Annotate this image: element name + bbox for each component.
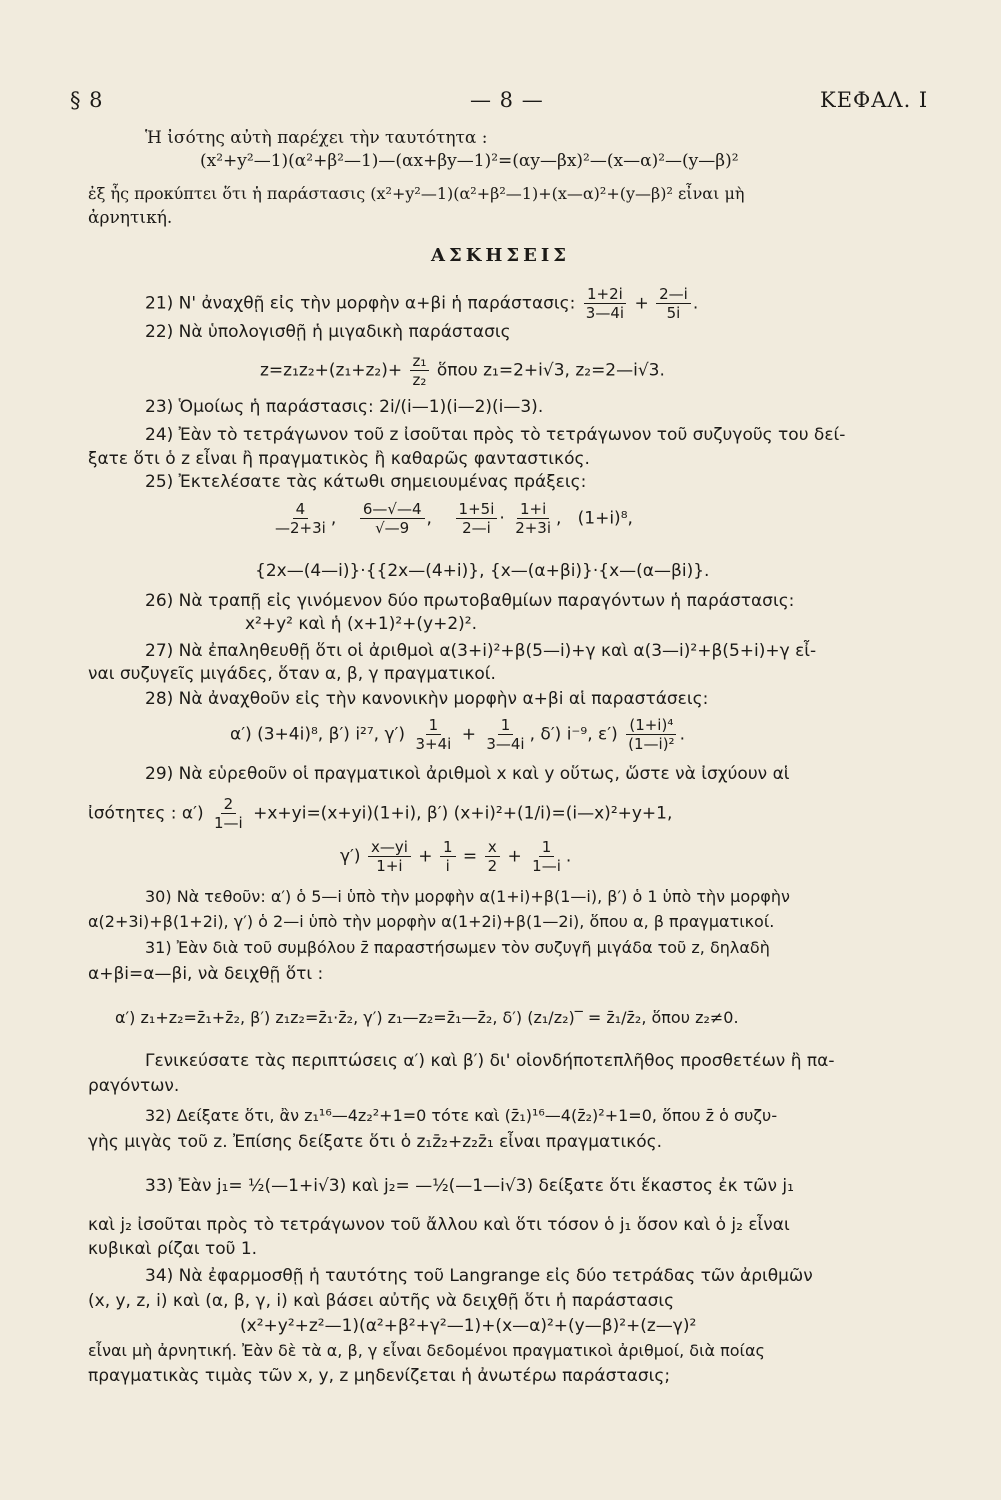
exercise-31-formulas: α′) z₁+z₂=z̄₁+z̄₂, β′) z₁z₂=z̄₁·z̄₂, γ′) z₁—z₂=z̄₁—z̄₂, δ′) (z₁/z₂)‾ = z̄₁/z̄₂, ὅπου z₂≠0.	[115, 1008, 739, 1027]
exercise-25-line2: {2x—(4—i)}·{{2x—(4+i)}, {x—(α+βi)}·{x—(α—βi)}.	[255, 561, 710, 581]
exercise-27-cont: ναι συζυγεῖς μιγάδες, ὅταν α, β, γ πραγματικοί.	[88, 664, 496, 684]
exercise-32-cont: γὴς μιγὰς τοῦ z. Ἐπίσης δείξατε ὅτι ὁ z₁z̄₂+z₂z̄₁ εἶναι πραγματικός.	[88, 1132, 662, 1152]
exercise-24-cont: ξατε ὅτι ὁ z εἶναι ἢ πραγματικὸς ἢ καθαρῶς φανταστικός.	[88, 449, 590, 469]
chapter-label: ΚΕΦΑΛ. I	[820, 88, 929, 112]
intro-line: Ἡ ἰσότης αὐτὴ παρέχει τὴν ταυτότητα :	[145, 128, 488, 148]
exercise-26-cont: x²+y² καὶ ἡ (x+1)²+(y+2)².	[245, 614, 478, 634]
exercise-22-formula: z=z₁z₂+(z₁+z₂)+ $\frac{\text{z₁}}{\text{z₂}}$ ὅπου z₁=2+i√3, z₂=2—i√3.	[260, 352, 665, 389]
exercise-29: 29) Νὰ εὑρεθοῦν οἱ πραγματικοὶ ἀριθμοὶ x καὶ y οὕτως, ὥστε νὰ ἰσχύουν αἱ	[145, 764, 790, 784]
exercise-31-note-cont: ραγόντων.	[88, 1076, 180, 1096]
section-label: § 8	[70, 88, 104, 112]
exercise-28: 28) Νὰ ἀναχθοῦν εἰς τὴν κανονικὴν μορφὴν α+βi αἱ παραστάσεις:	[145, 689, 709, 709]
exercise-31-note: Γενικεύσατε τὰς περιπτώσεις α′) καὶ β′) δι' οἱονδήποτεπλῆθος προσθετέων ἢ πα-	[145, 1051, 835, 1071]
intro-formula: (x²+y²—1)(α²+β²—1)—(αx+βy—1)²=(αy—βx)²—(x—α)²—(y—β)²	[200, 151, 739, 171]
page-number: — 8 —	[470, 88, 544, 112]
exercise-22: 22) Νὰ ὑπολογισθῇ ἡ μιγαδικὴ παράστασις	[145, 322, 511, 342]
exercise-30-cont: α(2+3i)+β(1+2i), γ′) ὁ 2—i ὑπὸ τὴν μορφὴν α(1+2i)+β(1—2i), ὅπου α, β πραγματικοί.	[88, 912, 775, 931]
exercise-25-fractions: $\frac{4}{—2+3i}$ , $\frac{6—√—4}{√—9}$ , $\frac{1+5i}{2—i}$ · $\frac{1+i}{2+3i}$ , (1+i)⁸,	[275, 500, 633, 537]
exercise-27: 27) Νὰ ἐπαληθευθῇ ὅτι οἱ ἀριθμοὶ α(3+i)²+β(5—i)+γ καὶ α(3—i)²+β(5+i)+γ εἶ-	[145, 641, 817, 661]
intro-line: ἐξ ἧς προκύπτει ὅτι ἡ παράστασις (x²+y²—1)(α²+β²—1)+(x—α)²+(y—β)² εἶναι μὴ	[88, 184, 745, 203]
exercise-25: 25) Ἐκτελέσατε τὰς κάτωθι σημειουμένας πράξεις:	[145, 472, 587, 492]
exercise-33-cont2: κυβικαὶ ρίζαι τοῦ 1.	[88, 1239, 258, 1259]
exercise-24: 24) Ἐὰν τὸ τετράγωνον τοῦ z ἰσοῦται πρὸς τὸ τετράγωνον τοῦ συζυγοῦς του δεί-	[145, 425, 846, 445]
exercise-34: 34) Νὰ ἐφαρμοσθῇ ἡ ταυτότης τοῦ Langrange εἰς δύο τετράδας τῶν ἀριθμῶν	[145, 1266, 813, 1286]
exercise-28-parts: α′) (3+4i)⁸, β′) i²⁷, γ′) $\frac{1}{3+4i}$ + $\frac{1}{3—4i}$ , δ′) i⁻⁹, ε′) $\frac{\text{(1+i)⁴}}{\text{(1—i)²}}$ .	[230, 716, 685, 753]
exercise-32: 32) Δείξατε ὅτι, ἂν z₁¹⁶—4z₂²+1=0 τότε καὶ (z̄₁)¹⁶—4(z̄₂)²+1=0, ὅπου z̄ ὁ συζυ-	[145, 1106, 778, 1125]
exercises-title: ΑΣΚΗΣΕΙΣ	[431, 245, 570, 266]
exercise-31: 31) Ἐὰν διὰ τοῦ συμβόλου z̄ παραστήσωμεν τὸν συζυγῆ μιγάδα τοῦ z, δηλαδὴ	[145, 938, 770, 957]
exercise-34-cont: (x, y, z, i) καὶ (α, β, γ, i) καὶ βάσει αὐτῆς νὰ δειχθῇ ὅτι ἡ παράστασις	[88, 1291, 675, 1311]
exercise-23: 23) Ὁμοίως ἡ παράστασις: 2i/(i—1)(i—2)(i—3).	[145, 397, 544, 417]
exercise-33-cont: καὶ j₂ ἰσοῦται πρὸς τὸ τετράγωνον τοῦ ἄλλου καὶ ὅτι τόσον ὁ j₁ ὅσον καὶ ὁ j₂ εἶναι	[88, 1215, 790, 1235]
exercise-34-cont3: πραγματικὰς τιμὰς τῶν x, y, z μηδενίζεται ἡ ἀνωτέρω παράστασις;	[88, 1366, 671, 1386]
exercise-33: 33) Ἐὰν j₁= ½(—1+i√3) καὶ j₂= —½(—1—i√3) δείξατε ὅτι ἕκαστος ἐκ τῶν j₁	[145, 1176, 794, 1196]
exercise-30: 30) Νὰ τεθοῦν: α′) ὁ 5—i ὑπὸ τὴν μορφὴν α(1+i)+β(1—i), β′) ὁ 1 ὑπὸ τὴν μορφὴν	[145, 887, 790, 906]
exercise-29-line2: ἰσότητες : α′) $\frac{2}{1—i}$ +x+yi=(x+yi)(1+i), β′) (x+i)²+(1/i)=(i—x)²+y+1,	[88, 795, 673, 832]
exercise-34-cont2: εἶναι μὴ ἀρνητική. Ἐὰν δὲ τὰ α, β, γ εἶναι δεδομένοι πραγματικοὶ ἀριθμοί, διὰ ποίας	[88, 1341, 765, 1360]
exercise-21: 21) Ν' ἀναχθῇ εἰς τὴν μορφὴν α+βi ἡ παράστασις: $\frac{1+2i}{3—4i}$ + $\frac{2—i}{5i}$ .	[145, 285, 699, 322]
intro-line: ἀρνητική.	[88, 208, 173, 228]
exercise-29-line3: γ′) $\frac{x—yi}{1+i}$ + $\frac{1}{i}$ = $\frac{x}{2}$ + $\frac{1}{1—i}$ .	[340, 838, 572, 875]
exercise-31-cont: α+βi=α—βi, νὰ δειχθῇ ὅτι :	[88, 964, 324, 984]
exercise-26: 26) Νὰ τραπῇ εἰς γινόμενον δύο πρωτοβαθμίων παραγόντων ἡ παράστασις:	[145, 591, 795, 611]
exercise-34-formula: (x²+y²+z²—1)(α²+β²+γ²—1)+(x—α)²+(y—β)²+(z—γ)²	[240, 1316, 697, 1336]
